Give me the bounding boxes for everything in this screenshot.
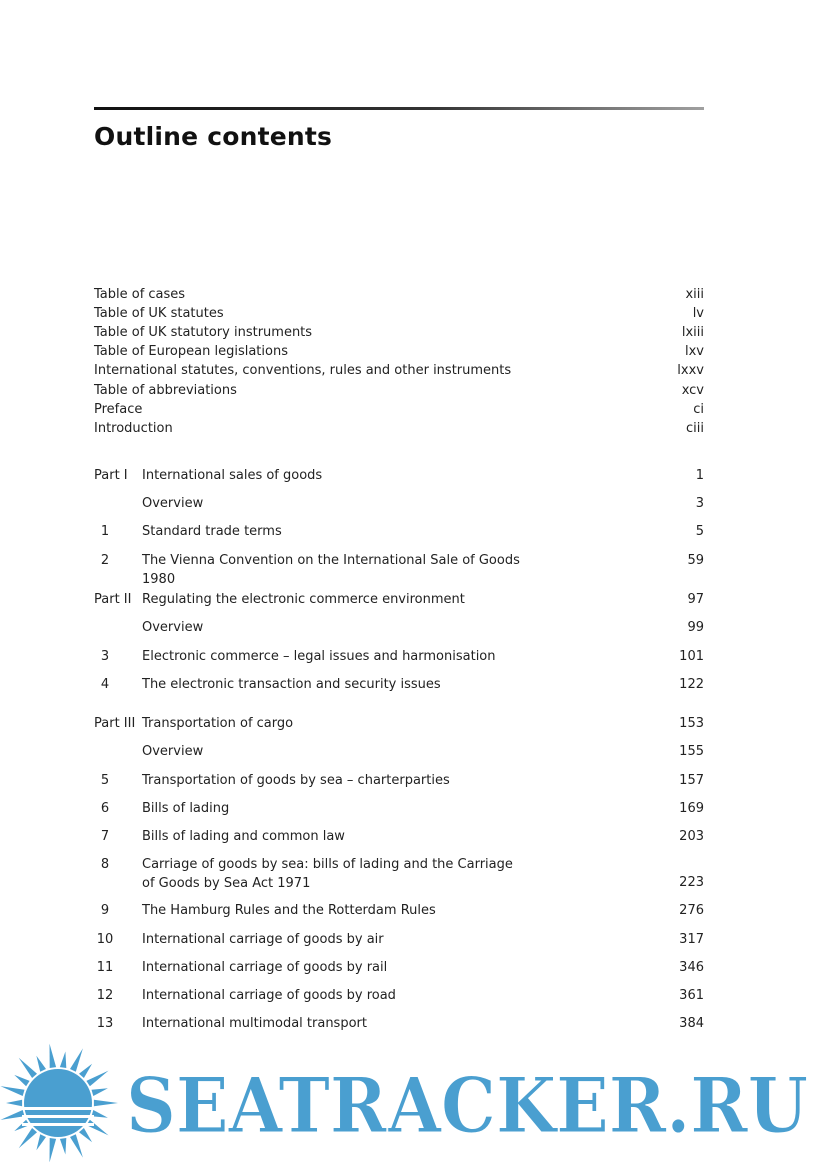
sun-ray bbox=[86, 1071, 108, 1087]
toc-entry-label: International statutes, conventions, rules and other instruments bbox=[94, 363, 512, 379]
toc-chapter-number: 12 bbox=[96, 988, 114, 1003]
toc-chapter-number: 13 bbox=[96, 1016, 114, 1032]
toc-entry-page: lxiii bbox=[681, 325, 704, 341]
toc-entry-page: xcv bbox=[681, 382, 704, 398]
toc-chapter-number: 1 bbox=[100, 524, 110, 540]
page-title: Outline contents bbox=[94, 122, 333, 151]
toc-part-label: Part III bbox=[94, 716, 136, 732]
toc-chapter-title: Electronic commerce – legal issues and harmonisation bbox=[142, 648, 496, 664]
toc-part-page: 153 bbox=[679, 716, 704, 732]
toc-entry-page: xiii bbox=[685, 287, 704, 302]
toc-chapter-page: 3 bbox=[695, 496, 704, 512]
toc-part-title: Regulating the electronic commerce environment bbox=[142, 592, 465, 608]
toc-chapter-page: 99 bbox=[687, 620, 704, 636]
toc-entry-page: lv bbox=[692, 306, 704, 322]
toc-chapter-title: The electronic transaction and security issues bbox=[142, 676, 441, 692]
sun-ray bbox=[60, 1138, 66, 1155]
toc-chapter-page: 5 bbox=[695, 524, 704, 540]
sun-ray bbox=[60, 1052, 66, 1069]
toc-entry-page: ciii bbox=[686, 420, 704, 436]
sun-ray bbox=[19, 1058, 37, 1078]
toc-chapter-title: Overview bbox=[142, 744, 204, 760]
toc-part-title: International sales of goods bbox=[142, 468, 323, 484]
sun-ray bbox=[79, 1128, 92, 1142]
toc-chapter-page: 361 bbox=[679, 988, 704, 1003]
toc-chapter-title: International carriage of goods by air bbox=[142, 931, 384, 947]
toc-entry-label: Table of UK statutes bbox=[94, 306, 224, 322]
sun-icon bbox=[0, 1044, 118, 1162]
toc-chapter-page: 169 bbox=[679, 800, 704, 816]
sun-ray bbox=[36, 1056, 46, 1072]
toc-chapter-title: Bills of lading and common law bbox=[142, 829, 345, 844]
toc-chapter-title: Overview bbox=[142, 496, 204, 512]
watermark bbox=[0, 1040, 822, 1162]
watermark-text: SEATRACKER.RU bbox=[126, 1061, 808, 1150]
sun-ray bbox=[50, 1044, 57, 1068]
toc-chapter-title: International multimodal transport bbox=[142, 1016, 367, 1032]
toc-part-label: Part I bbox=[94, 468, 128, 484]
toc-chapter-page: 203 bbox=[679, 829, 704, 844]
sun-ray bbox=[70, 1048, 83, 1071]
sun-ray bbox=[94, 1100, 118, 1106]
toc-chapter-page: 101 bbox=[679, 648, 704, 664]
toc-entry-label: Table of abbreviations bbox=[94, 382, 237, 398]
toc-chapter-page: 317 bbox=[679, 931, 704, 947]
toc-entry-page: lxxv bbox=[677, 363, 704, 379]
toc-chapter-title: Bills of lading bbox=[142, 800, 230, 816]
toc-entry-page: ci bbox=[693, 401, 704, 417]
sun-ray bbox=[92, 1088, 108, 1096]
sun-ray bbox=[14, 1075, 29, 1086]
toc-chapter-number: 5 bbox=[100, 772, 110, 788]
sun-ray bbox=[70, 1134, 83, 1157]
toc-chapter-page: 384 bbox=[679, 1016, 704, 1032]
sun-ray bbox=[86, 1120, 108, 1136]
toc-entry-label: Introduction bbox=[94, 420, 173, 436]
sun-ray bbox=[0, 1110, 24, 1120]
toc-entry-page: lxv bbox=[685, 344, 704, 360]
toc-part-title: Transportation of cargo bbox=[142, 716, 294, 732]
toc-entry-label: Table of UK statutory instruments bbox=[94, 325, 313, 341]
toc-chapter-number: 4 bbox=[100, 676, 110, 692]
toc-chapter-title: International carriage of goods by rail bbox=[142, 959, 388, 975]
header-rule bbox=[94, 107, 704, 110]
toc-chapter-number: 8 bbox=[100, 857, 110, 873]
toc-chapter-number: 3 bbox=[100, 648, 110, 664]
toc-entry-label: Preface bbox=[94, 401, 143, 417]
toc-chapter-title: The Hamburg Rules and the Rotterdam Rules bbox=[142, 903, 436, 919]
toc-chapter-page: 157 bbox=[679, 772, 704, 788]
toc-chapter-page: 346 bbox=[679, 959, 704, 975]
sun-ray bbox=[19, 1128, 37, 1148]
toc-part-page: 97 bbox=[687, 592, 704, 608]
toc-chapter-page: 59 bbox=[687, 552, 704, 568]
sun-ray bbox=[50, 1138, 57, 1162]
toc-chapter-number: 6 bbox=[100, 800, 110, 816]
sun-ray bbox=[79, 1064, 92, 1078]
toc-entry-label: Table of cases bbox=[94, 287, 186, 302]
sun-ray bbox=[0, 1086, 24, 1096]
toc-chapter-number: 11 bbox=[96, 959, 114, 975]
toc-chapter-title: Overview bbox=[142, 620, 204, 636]
toc-chapter-title: Standard trade terms bbox=[142, 524, 282, 540]
toc-chapter-title: International carriage of goods by road bbox=[142, 988, 396, 1003]
toc-chapter-title: Transportation of goods by sea – charterparties bbox=[142, 772, 450, 788]
toc-chapter-page: 155 bbox=[679, 744, 704, 760]
toc-chapter-number: 2 bbox=[100, 552, 110, 568]
toc-entry-label: Table of European legislations bbox=[94, 344, 288, 360]
toc-chapter-title: Carriage of goods by sea: bills of lading and the Carriage of Goods by Sea Act 1971 bbox=[142, 857, 513, 892]
toc-chapter-page: 122 bbox=[679, 676, 704, 692]
toc-chapter-number: 10 bbox=[96, 931, 114, 947]
toc-chapter-number: 7 bbox=[100, 829, 110, 844]
sun-ray bbox=[6, 1100, 22, 1106]
toc-chapter-title: The Vienna Convention on the International Sale of Goods 1980 bbox=[142, 552, 520, 587]
toc-chapter-page: 223 bbox=[679, 875, 704, 891]
toc-part-page: 1 bbox=[695, 468, 704, 484]
toc-chapter-number: 9 bbox=[100, 903, 110, 919]
sun-ray bbox=[36, 1134, 46, 1150]
toc-chapter-page: 276 bbox=[679, 903, 704, 919]
toc-part-label: Part II bbox=[94, 592, 132, 608]
